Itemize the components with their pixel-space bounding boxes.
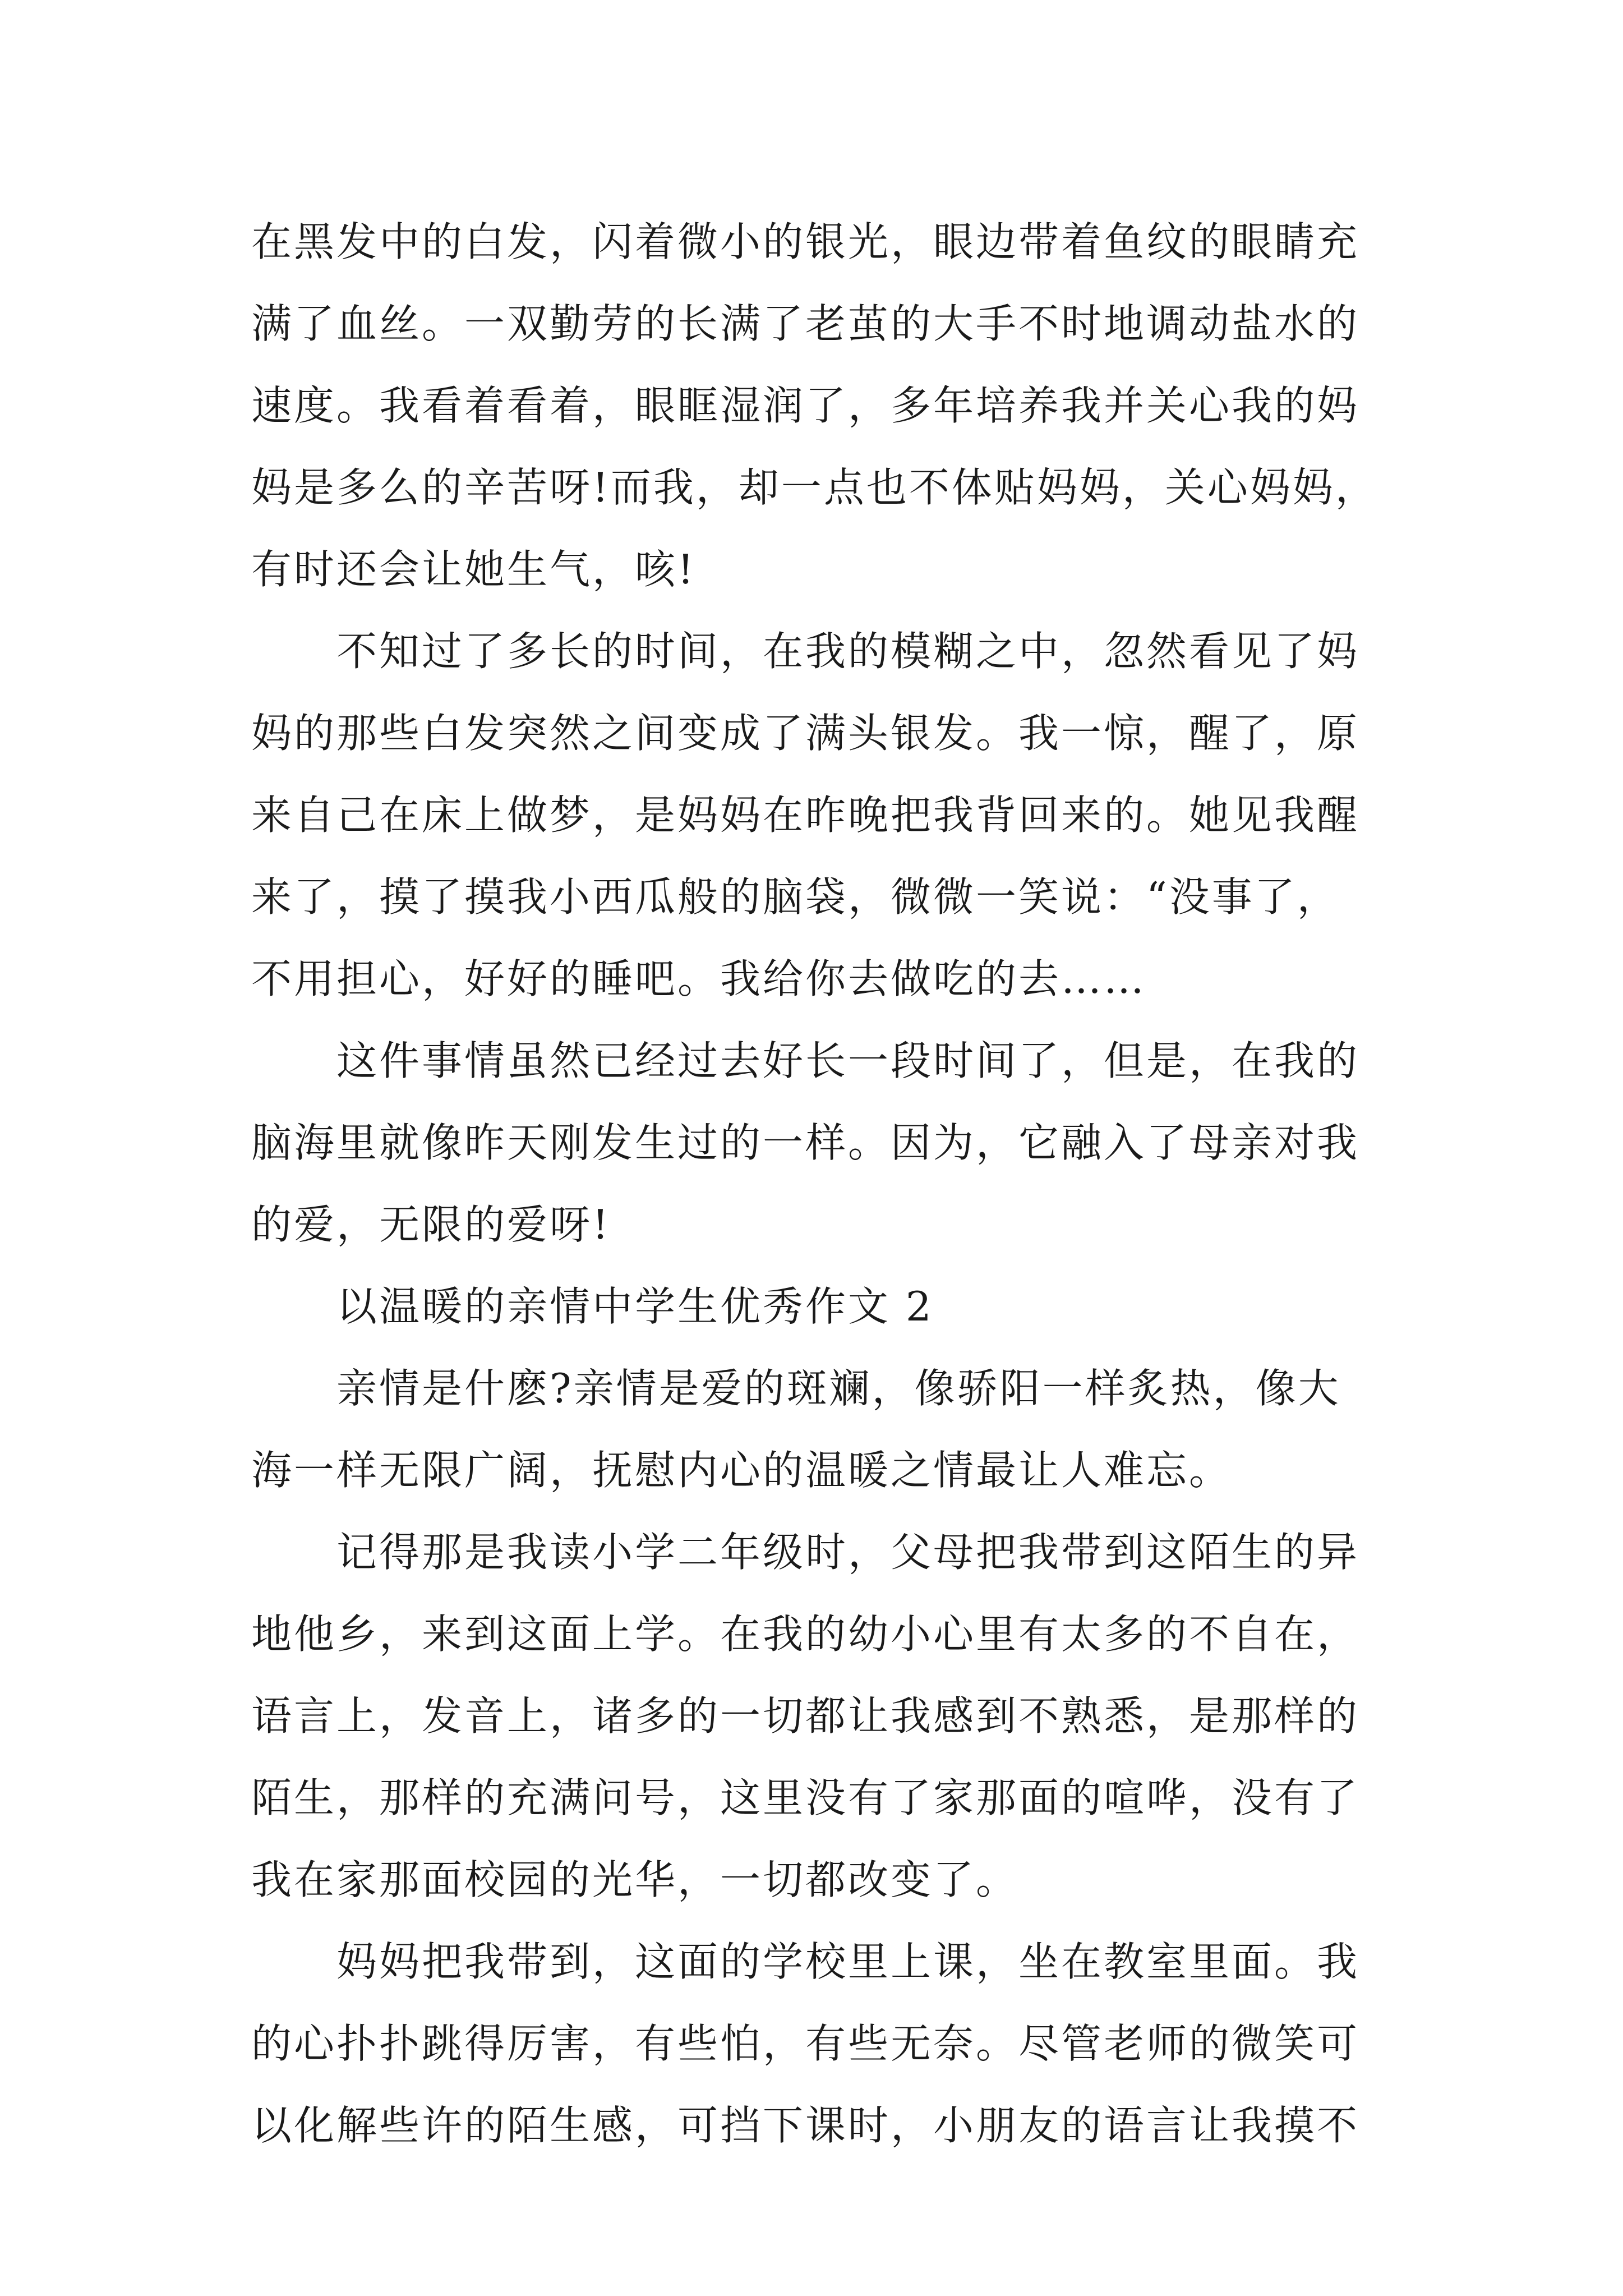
text-line: 妈是多么的辛苦呀!而我，却一点也不体贴妈妈，关心妈妈， bbox=[251, 464, 1378, 511]
text-line: 的爱，无限的爱呀! bbox=[251, 1201, 611, 1248]
text-line: 的心扑扑跳得厉害，有些怕，有些无奈。尽管老师的微笑可 bbox=[251, 2020, 1360, 2067]
text-line: 我在家那面校园的光华，一切都改变了。 bbox=[251, 1856, 1019, 1903]
text-line: 速度。我看着看着，眼眶湿润了，多年培养我并关心我的妈 bbox=[251, 382, 1360, 429]
text-line: 在黑发中的白发，闪着微小的银光，眼边带着鱼纹的眼睛充 bbox=[251, 218, 1360, 265]
paragraph-start-line: 这件事情虽然已经过去好长一段时间了，但是，在我的 bbox=[336, 1037, 1360, 1084]
essay-title-line: 以温暖的亲情中学生优秀作文 2 bbox=[336, 1283, 934, 1330]
paragraph-start-line: 亲情是什麽?亲情是爱的斑斓，像骄阳一样炙热，像大 bbox=[336, 1365, 1341, 1412]
text-line: 来自己在床上做梦，是妈妈在昨晚把我背回来的。她见我醒 bbox=[251, 792, 1360, 839]
text-line: 语言上，发音上，诸多的一切都让我感到不熟悉，是那样的 bbox=[251, 1692, 1360, 1740]
paragraph-start-line: 记得那是我读小学二年级时，父母把我带到这陌生的异 bbox=[336, 1529, 1360, 1576]
text-line: 满了血丝。一双勤劳的长满了老茧的大手不时地调动盐水的 bbox=[251, 300, 1360, 347]
essay-body bbox=[251, 201, 1380, 2166]
text-line: 海一样无限广阔，抚慰内心的温暖之情最让人难忘。 bbox=[251, 1447, 1232, 1494]
text-line: 地他乡，来到这面上学。在我的幼小心里有太多的不自在， bbox=[251, 1611, 1360, 1658]
text-line: 来了，摸了摸我小西瓜般的脑袋，微微一笑说：“没事了， bbox=[251, 873, 1340, 921]
paragraph-start-line: 不知过了多长的时间，在我的模糊之中，忽然看见了妈 bbox=[336, 628, 1360, 675]
text-line: 不用担心，好好的睡吧。我给你去做吃的去…… bbox=[251, 955, 1147, 1002]
text-line: 陌生，那样的充满问号，这里没有了家那面的喧哗，没有了 bbox=[251, 1774, 1360, 1821]
text-line: 以化解些许的陌生感，可挡下课时，小朋友的语言让我摸不 bbox=[251, 2102, 1360, 2149]
paragraph-start-line: 妈妈把我带到，这面的学校里上课，坐在教室里面。我 bbox=[336, 1938, 1360, 1985]
text-line: 妈的那些白发突然之间变成了满头银发。我一惊，醒了，原 bbox=[251, 710, 1360, 757]
text-line: 脑海里就像昨天刚发生过的一样。因为，它融入了母亲对我 bbox=[251, 1119, 1360, 1166]
text-line: 有时还会让她生气，咳! bbox=[251, 546, 696, 593]
